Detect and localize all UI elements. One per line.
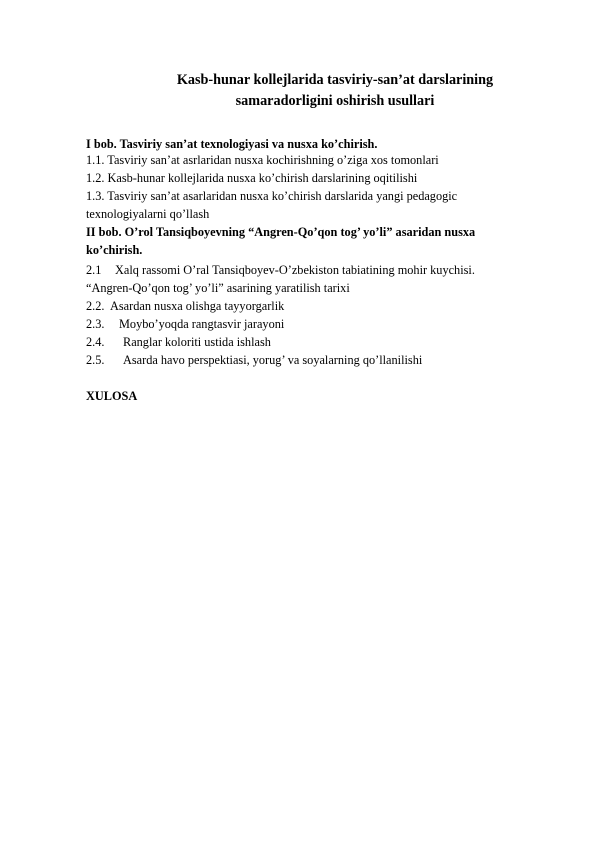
toc-item-text: Asarda havo perspektiasi, yorug’ va soyalarning qo’llanilishi [123, 353, 423, 367]
toc-item-2-1-continued: “Angren-Qo’qon tog’ yo’li” asarining yaratilish tarixi [86, 281, 350, 295]
toc-item-1-3-continued: texnologiyalarni qo’llash [86, 207, 210, 221]
toc-item-number: 2.1 [86, 263, 102, 277]
toc-item-2-4 [86, 335, 271, 350]
toc-item-2-5 [86, 353, 422, 368]
toc-item-number: 2.2. [86, 299, 105, 313]
toc-item-text: Moybo’yoqda rangtasvir jarayoni [119, 317, 285, 331]
toc-item-2-2 [86, 299, 284, 314]
toc-item-number: 2.5. [86, 353, 105, 367]
conclusion-heading: XULOSA [86, 389, 138, 403]
toc-item-number: 2.4. [86, 335, 105, 349]
chapter-1-heading: I bob. Tasviriy san’at texnologiyasi va nusxa ko’chirish. [86, 137, 378, 151]
toc-item-1-1: 1.1. Tasviriy san’at asrlaridan nusxa kochirishning o’ziga xos tomonlari [86, 153, 439, 167]
toc-item-text: Asardan nusxa olishga tayyorgarlik [110, 299, 285, 313]
toc-item-text: Ranglar koloriti ustida ishlash [123, 335, 271, 349]
toc-item-number: 2.3. [86, 317, 105, 331]
toc-item-text: Xalq rassomi O’ral Tansiqboyev-O’zbekiston tabiatining mohir kuychisi. [115, 263, 475, 277]
document-title-line-2: samaradorligini oshirish usullari [235, 93, 435, 109]
toc-item-2-1 [86, 263, 475, 278]
chapter-2-heading-line-1: II bob. O’rol Tansiqboyevning “Angren-Qo’qon tog’ yo’li” asaridan nusxa [86, 225, 476, 239]
toc-item-1-2: 1.2. Kasb-hunar kollejlarida nusxa ko’chirish darslarining oqitilishi [86, 171, 418, 185]
toc-item-1-3: 1.3. Tasviriy san’at asarlaridan nusxa ko’chirish darslarida yangi pedagogic [86, 189, 458, 203]
chapter-2-heading-line-2: ko’chirish. [86, 243, 143, 257]
document-title-line-1: Kasb-hunar kollejlarida tasviriy-san’at darslarining [176, 72, 494, 88]
toc-item-2-3 [86, 317, 284, 332]
